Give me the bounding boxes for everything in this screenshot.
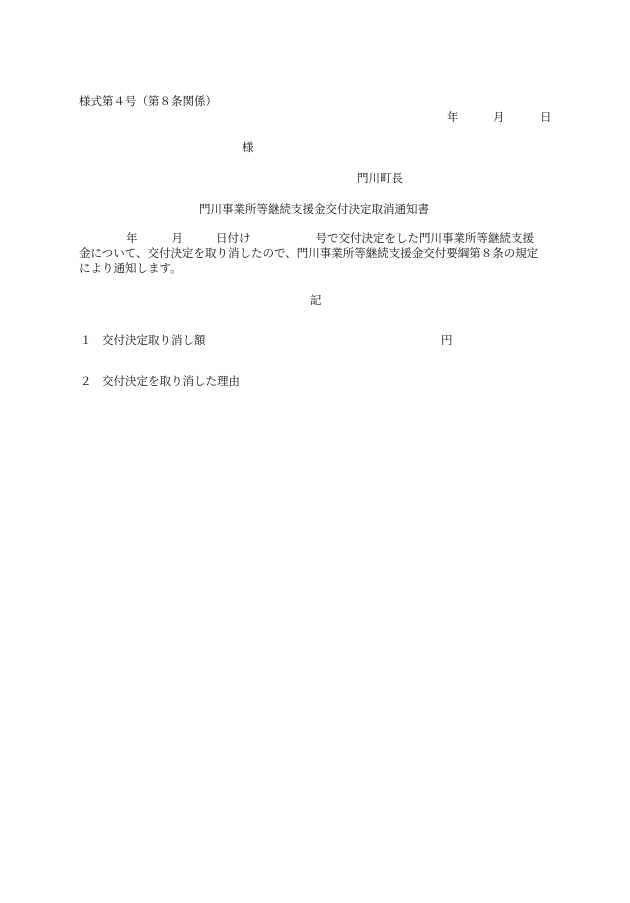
item-1-number: １ [80,333,92,347]
body-paragraph [79,231,553,276]
form-number: 様式第４号（第８条関係） [79,94,217,108]
body-dated-label: 日付け [216,231,251,245]
date-month-label: 月 [493,110,505,124]
body-line-1-rest: 号で交付決定をした門川事業所等継続支援 [315,231,534,245]
body-year-label: 年 [126,231,138,245]
item-2-number: ２ [80,374,92,388]
addressee-suffix: 様 [242,140,254,154]
body-month-label: 月 [171,231,183,245]
ki-label: 記 [310,293,322,307]
date-day-label: 日 [540,110,552,124]
item-2-label: 交付決定を取り消した理由 [102,374,240,388]
item-1-label: 交付決定取り消し額 [102,333,206,347]
document-title: 門川事業所等継続支援金交付決定取消通知書 [199,202,429,216]
date-year-label: 年 [447,110,459,124]
body-line-3: により通知します。 [79,261,182,275]
item-1-unit: 円 [441,333,453,347]
body-line-1 [79,231,553,246]
body-line-2: 金について、交付決定を取り消したので、門川事業所等継続支援金交付要綱第８条の規定 [79,246,539,260]
issuer: 門川町長 [357,171,403,185]
